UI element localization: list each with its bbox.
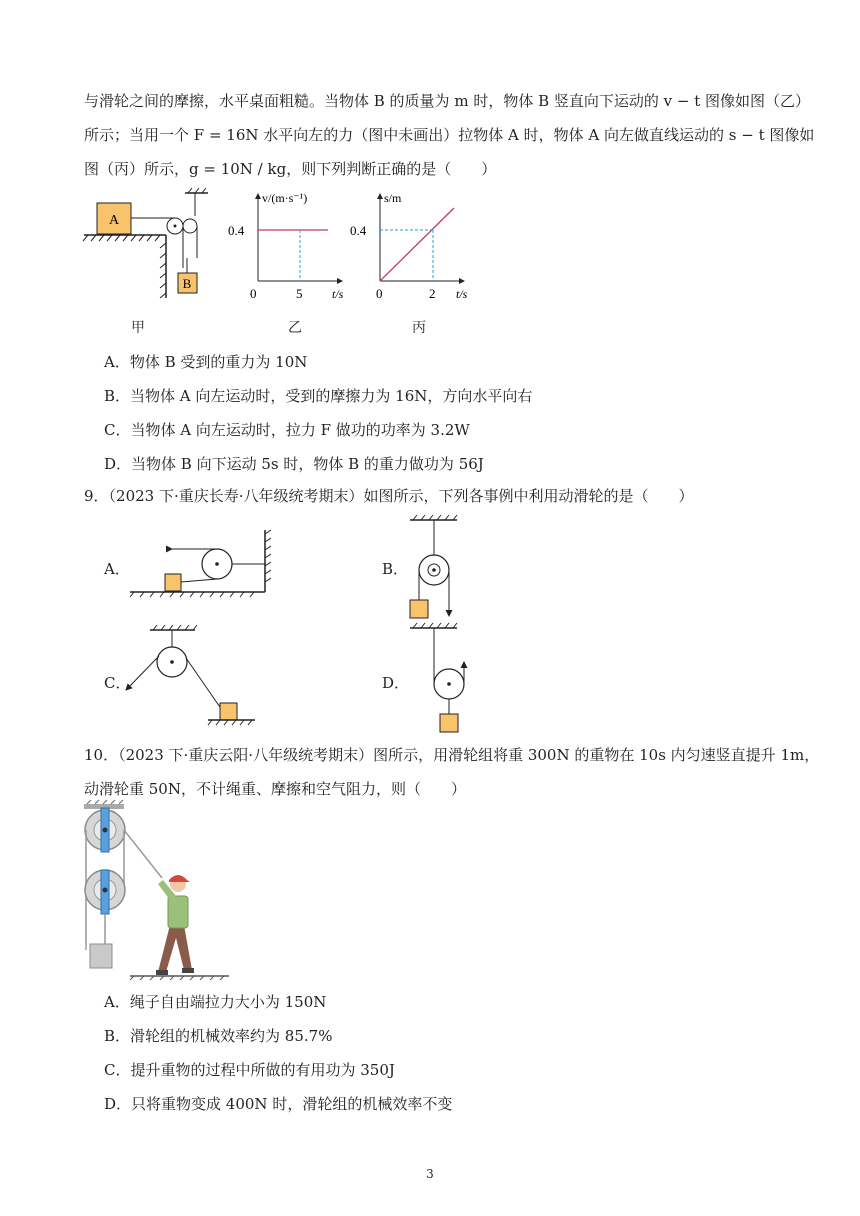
q9-figure-c [120, 624, 260, 724]
caption-jia: 甲 [131, 320, 145, 336]
q9-stem: 9．（2023 下·重庆长寿·八年级统考期末）如图所示，下列各事例中利用动滑轮的是（ ） [84, 487, 694, 505]
q8-option-d: D．当物体 B 向下运动 5s 时，物体 B 的重力做功为 56J [104, 455, 484, 473]
q8-stem-line1: 与滑轮之间的摩擦，水平桌面粗糙。当物体 B 的质量为 m 时，物体 B 竖直向下运动的 v − t 图像如图（乙） [84, 92, 811, 110]
block-a-label: A [108, 213, 120, 228]
q9-label-b: B． [382, 560, 409, 578]
q8-stem-line2: 所示；当用一个 F = 16N 水平向左的力（图中未画出）拉物体 A 时，物体 A 向左做直线运动的 s − t 图像如 [84, 126, 815, 144]
q10-option-b: B．滑轮组的机械效率约为 85.7% [104, 1027, 333, 1045]
yi-xlabel: t/s [332, 287, 344, 301]
bing-xtick: 2 [429, 286, 436, 301]
q10-figure-pulley-worker [84, 800, 234, 980]
figure-jia [80, 188, 220, 303]
bing-xlabel: t/s [456, 287, 468, 301]
figure-bing-st-graph [350, 190, 482, 305]
q8-option-b: B．当物体 A 向左运动时，受到的摩擦力为 16N，方向水平向右 [104, 387, 533, 405]
q9-figure-d [405, 620, 475, 735]
q9-figure-a [130, 530, 280, 600]
bing-origin: 0 [376, 286, 383, 301]
q10-option-d: D．只将重物变成 400N 时，滑轮组的机械效率不变 [104, 1095, 453, 1113]
q9-label-d: D． [382, 674, 410, 692]
yi-ylabel: v/(m·s⁻¹) [262, 191, 308, 205]
q8-option-a: A．物体 B 受到的重力为 10N [104, 353, 308, 371]
yi-xtick: 5 [296, 286, 303, 301]
q10-option-c: C．提升重物的过程中所做的有用功为 350J [104, 1061, 395, 1079]
q9-figure-b [405, 512, 465, 622]
worker-figure [156, 875, 194, 975]
bing-ytick: 0.4 [350, 223, 367, 238]
q10-stem-line1: 10．（2023 下·重庆云阳·八年级统考期末）图所示，用滑轮组将重 300N 的重物在 10s 内匀速竖直提升 1m， [84, 746, 820, 764]
block-b-label: B [182, 276, 192, 291]
caption-bing: 丙 [412, 320, 426, 336]
caption-yi: 乙 [288, 320, 302, 336]
q10-option-a: A．绳子自由端拉力大小为 150N [104, 993, 327, 1011]
figure-yi-vt-graph [228, 190, 360, 305]
displacement-line [380, 208, 454, 281]
q9-label-a: A． [104, 560, 130, 578]
q9-label-c: C． [104, 674, 131, 692]
yi-ytick: 0.4 [228, 223, 245, 238]
page-number: 3 [426, 1167, 434, 1181]
weight-block [90, 944, 112, 968]
q8-option-c: C．当物体 A 向左运动时，拉力 F 做功的功率为 3.2W [104, 421, 470, 439]
q10-stem-line2: 动滑轮重 50N，不计绳重、摩擦和空气阻力，则（ ） [84, 780, 466, 798]
q8-stem-line3: 图（丙）所示，g = 10N / kg，则下列判断正确的是（ ） [84, 160, 497, 178]
bing-ylabel: s/m [384, 191, 402, 205]
yi-origin: 0 [250, 286, 257, 301]
